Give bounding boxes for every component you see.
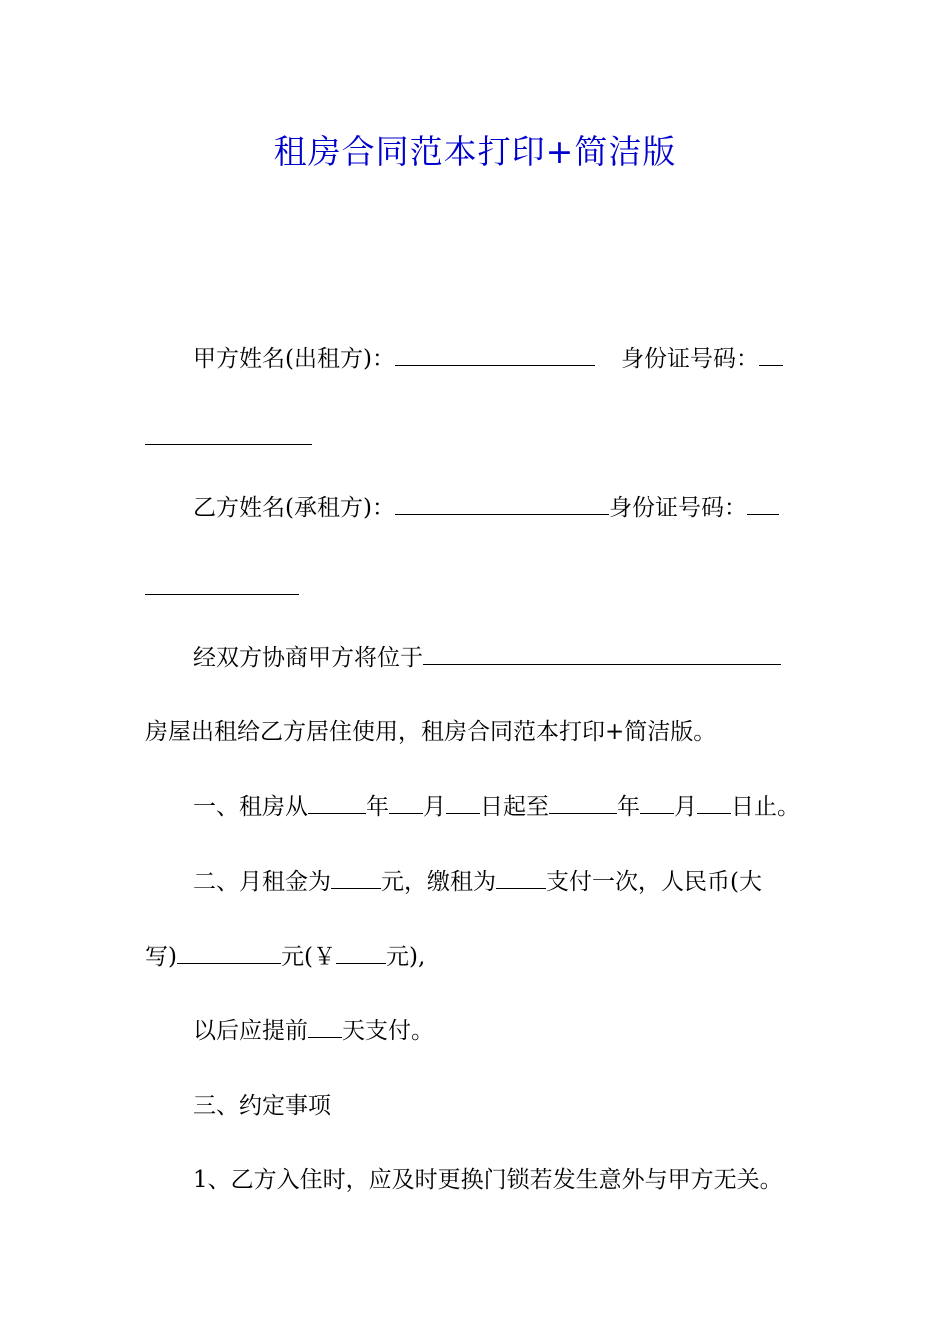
clause-3-heading-text: 三、约定事项 <box>193 1093 331 1119</box>
page-title: 租房合同范本打印+简洁版 <box>273 132 677 171</box>
clause-2-yuan-close-label: 元), <box>385 944 426 970</box>
party-a-id-blank-continued <box>145 443 312 445</box>
start-day-blank <box>446 793 480 814</box>
clause-2-rmb-label: 支付一次，人民币(大 <box>546 869 762 895</box>
end-day-blank <box>697 793 731 814</box>
clause-1-end-day-label: 日止。 <box>731 794 800 820</box>
clause-2-line-3 <box>193 1016 434 1046</box>
clause-2-capital-label: 写) <box>145 944 177 970</box>
end-year-blank <box>549 793 617 814</box>
clause-1-end-year-label: 年 <box>617 794 640 820</box>
location-suffix: 房屋出租给乙方居住使用，租房合同范本打印+简洁版。 <box>145 719 717 745</box>
clause-1-line <box>193 792 800 822</box>
location-blank <box>423 644 781 665</box>
location-line <box>193 643 781 673</box>
clause-3-item-1-text: 1、乙方入住时，应及时更换门锁若发生意外与甲方无关。 <box>193 1167 783 1193</box>
start-year-blank <box>308 793 366 814</box>
end-month-blank <box>640 793 674 814</box>
rent-amount-blank <box>331 868 381 889</box>
location-prefix: 经双方协商甲方将位于 <box>193 645 423 671</box>
clause-1-day-label: 日起至 <box>480 794 549 820</box>
party-b-name-blank <box>395 494 609 515</box>
party-a-name-blank <box>395 345 595 366</box>
party-a-name-label: 甲方姓名(出租方)： <box>193 346 395 372</box>
party-b-id-blank-continued <box>145 593 299 595</box>
party-b-id-blank <box>747 494 779 515</box>
clause-2-days-label: 天支付。 <box>342 1018 434 1044</box>
clause-3-item-1 <box>193 1165 783 1195</box>
clause-1-month-label: 月 <box>423 794 446 820</box>
clause-1-end-month-label: 月 <box>674 794 697 820</box>
clause-2-advance-label: 以后应提前 <box>193 1018 308 1044</box>
party-b-name-label: 乙方姓名(承租方)： <box>193 495 395 521</box>
party-a-line <box>193 344 783 374</box>
clause-1-year-label: 年 <box>366 794 389 820</box>
clause-2-line-2 <box>145 942 425 972</box>
clause-2-rent-label: 二、月租金为 <box>193 869 331 895</box>
rent-numeric-blank <box>336 943 386 964</box>
party-a-id-label: 身份证号码： <box>620 346 759 372</box>
clause-2-yuan-label: 元(￥ <box>280 944 336 970</box>
clause-1-prefix: 一、租房从 <box>193 794 308 820</box>
advance-days-blank <box>308 1017 342 1038</box>
clause-2-line-1 <box>193 867 762 897</box>
party-a-id-blank <box>759 345 783 366</box>
party-b-line <box>193 493 779 523</box>
clause-2-payment-label: 元，缴租为 <box>381 869 496 895</box>
clause-3-heading <box>193 1091 331 1121</box>
payment-period-blank <box>496 868 546 889</box>
rent-capital-blank <box>177 943 281 964</box>
location-suffix-line <box>145 717 716 747</box>
start-month-blank <box>389 793 423 814</box>
party-b-id-label: 身份证号码： <box>608 495 747 521</box>
